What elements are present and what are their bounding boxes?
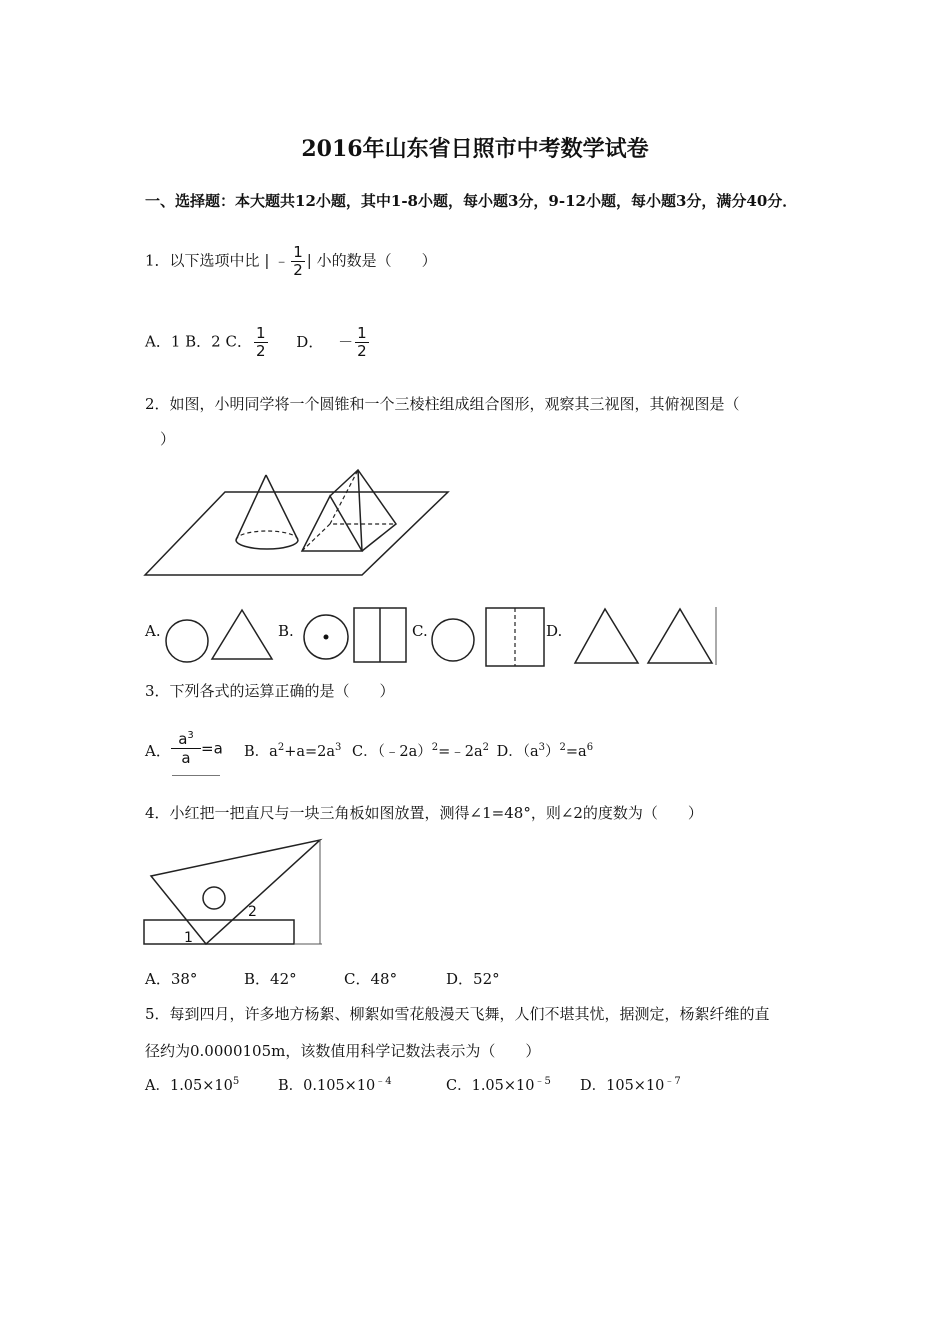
- q5-b-pre: B．0.105×10: [278, 1078, 376, 1094]
- q5-a-exp: 5: [232, 1076, 240, 1087]
- q1-stem-after: 小的数是（ ）: [316, 251, 437, 270]
- q3-b-pre: B．a: [244, 744, 278, 760]
- q1-optC-fraction: [254, 325, 268, 360]
- q2-option-b-label: B.: [278, 622, 294, 640]
- q1-optD-fraction: [355, 325, 369, 360]
- q4-option-d: D．52°: [446, 970, 500, 988]
- question-5-line2: 径约为0.0000105m，该数值用科学记数法表示为（ ）: [145, 1042, 541, 1060]
- q1-optC-num: 1: [255, 324, 266, 342]
- q1-frac-num: 1: [293, 243, 303, 261]
- q1-frac-den: 2: [293, 261, 303, 279]
- section-heading: 一、选择题：本大题共12小题，其中1-8小题，每小题3分，9-12小题，每小题3分，满分40分．: [145, 192, 798, 210]
- question-5-line1: 5．每到四月，许多地方杨絮、柳絮如雪花般漫天飞舞，人们不堪其忧，据测定，杨絮纤维的直: [145, 1005, 770, 1023]
- q3-d-pre: D．（a: [496, 744, 539, 760]
- question-2-stem-line2: ）: [160, 430, 176, 448]
- q3-d-mid2: =a: [565, 744, 587, 760]
- q3-a-num-base: a: [178, 730, 188, 748]
- q3-options-bcd: [244, 740, 593, 761]
- q3-option-a-expression: [171, 730, 223, 767]
- q5-a-pre: A．1.05×10: [145, 1078, 233, 1094]
- q3-a-denominator: a: [181, 749, 191, 767]
- q2-option-c-label: C.: [412, 622, 428, 640]
- q2-solid-figure: [140, 465, 455, 580]
- q2-option-d-figure: [570, 605, 720, 667]
- question-2-stem-line1: 2．如图，小明同学将一个圆锥和一个三棱柱组成组合图形，观察其三视图，其俯视图是（: [145, 395, 740, 413]
- q4-option-b: B．42°: [244, 970, 297, 988]
- q5-option-b: [278, 1074, 392, 1095]
- q2-cone-base-front: [236, 540, 298, 549]
- q3-b-exp1: 2: [277, 742, 285, 753]
- q3-d-exp2: 2: [559, 742, 566, 753]
- q2-a-circle: [166, 620, 208, 662]
- q2-a-triangle: [212, 610, 272, 659]
- page-title: 2016年山东省日照市中考数学试卷: [301, 136, 649, 162]
- q4-ruler-triangle-figure: [140, 838, 330, 950]
- q3-a-fraction: [171, 730, 201, 767]
- q5-d-pre: D．105×10: [580, 1078, 665, 1094]
- q2-b-center-dot: [324, 635, 329, 640]
- q5-option-a: [145, 1074, 239, 1095]
- q3-a-rhs: =a: [201, 739, 223, 758]
- q2-d-triangle-1: [575, 609, 638, 663]
- q4-triangle-hole: [203, 887, 225, 909]
- q4-option-c: C．48°: [344, 970, 398, 988]
- q3-a-numerator: [171, 730, 201, 749]
- q5-option-c: [446, 1074, 551, 1095]
- q2-option-d-label: D.: [546, 622, 563, 640]
- q1-stem-before: 1．以下选项中比: [145, 251, 260, 270]
- q3-option-a-label: A．: [145, 742, 171, 760]
- q2-c-circle: [432, 619, 474, 661]
- q3-d-exp1: 3: [538, 742, 546, 753]
- q3-b-mid: +a=2a: [284, 744, 336, 760]
- q1-optD-minus: －: [338, 332, 354, 351]
- q2-d-triangle-2: [648, 609, 712, 663]
- q3-a-num-exp: 3: [187, 730, 194, 741]
- q1-optC-den: 2: [255, 342, 266, 360]
- q4-angle-1-label: 1: [184, 930, 193, 946]
- q3-d-exp3: 6: [586, 742, 594, 753]
- q1-optD-label: D．: [296, 332, 324, 351]
- q2-option-c-figure: [430, 605, 548, 669]
- q2-option-a-label: A.: [145, 622, 161, 640]
- q3-c-pre: C．（﹣2a）: [352, 744, 432, 760]
- q3-d-mid: ）: [545, 744, 560, 760]
- question-1-options: [145, 325, 371, 360]
- q4-angle-2-label: 2: [248, 904, 257, 920]
- q1-abs-right: |: [306, 251, 312, 270]
- question-3-stem: 3．下列各式的运算正确的是（ ）: [145, 682, 395, 700]
- q5-option-d: [580, 1074, 681, 1095]
- q5-c-pre: C．1.05×10: [446, 1078, 535, 1094]
- q2-option-b-figure: [300, 605, 410, 663]
- q5-c-exp: ﹣5: [534, 1076, 551, 1087]
- q1-options-text: A．1 B．2 C．: [145, 332, 252, 351]
- q1-abs-left: |: [264, 251, 270, 270]
- q2-plane: [145, 492, 448, 575]
- q5-d-exp: ﹣7: [664, 1076, 681, 1087]
- q5-b-exp: ﹣4: [375, 1076, 392, 1087]
- q2-option-a-figure: [162, 605, 277, 663]
- q3-c-mid: =﹣2a: [438, 744, 483, 760]
- q1-optD-den: 2: [357, 342, 367, 360]
- q3-b-exp2: 3: [335, 742, 342, 753]
- question-4-stem: 4．小红把一把直尺与一块三角板如图放置，测得∠1=48°，则∠2的度数为（ ）: [145, 804, 703, 822]
- q1-optD-num: 1: [357, 324, 367, 342]
- q3-c-exp1: 2: [431, 742, 439, 753]
- question-1-stem: [145, 244, 437, 279]
- q1-fraction: [291, 244, 305, 279]
- q3-c-exp2: 2: [482, 742, 489, 753]
- q4-option-a: A．38°: [145, 970, 198, 988]
- q1-minus: ﹣: [274, 251, 290, 270]
